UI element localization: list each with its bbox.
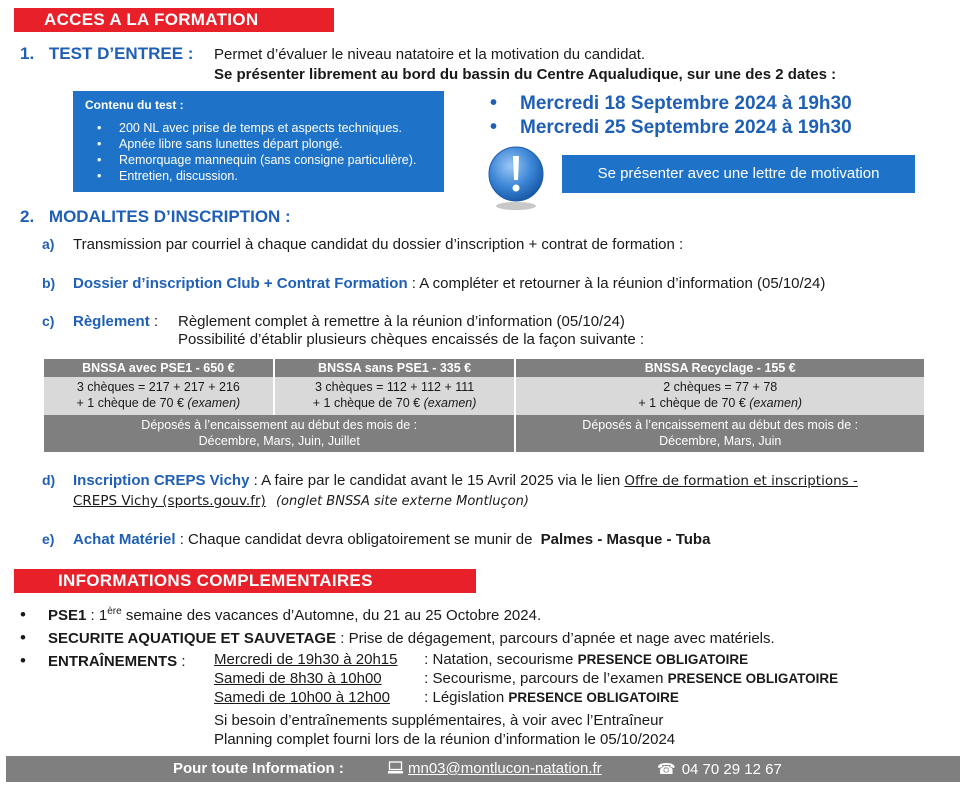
table-cell bbox=[274, 377, 516, 415]
test-date-2: • Mercredi 25 Septembre 2024 à 19h30 bbox=[490, 116, 852, 138]
item-letter: e) bbox=[42, 531, 55, 547]
info-label: ENTRAÎNEMENTS bbox=[48, 653, 178, 670]
training-activity: : Secourisme, parcours de l’examen bbox=[420, 670, 668, 687]
test-number: 1. bbox=[20, 44, 35, 63]
modalites-item-d bbox=[42, 472, 858, 489]
test-content-title: Contenu du test : bbox=[85, 98, 184, 112]
table-cell bbox=[515, 415, 925, 452]
item-label: Achat Matériel bbox=[73, 531, 176, 548]
item-sep: : bbox=[149, 313, 163, 330]
deposit-line: Déposés à l’encaissement au début des mois de : bbox=[141, 418, 418, 432]
motivation-letter-banner: Se présenter avec une lettre de motivation bbox=[562, 155, 915, 193]
list-item: • 200 NL avec prise de temps et aspects techniques. bbox=[97, 120, 432, 136]
computer-icon bbox=[388, 761, 403, 774]
cheque-note: (examen) bbox=[187, 396, 241, 410]
equipment-item: Tuba bbox=[675, 531, 711, 548]
info-pse1 bbox=[20, 605, 541, 625]
item-text: : Chaque candidat devra obligatoirement se munir de bbox=[175, 531, 537, 548]
modalites-item-a bbox=[42, 236, 683, 253]
training-row bbox=[214, 651, 748, 668]
training-row bbox=[214, 689, 679, 706]
table-row bbox=[44, 415, 925, 452]
test-title: TEST D’ENTREE : bbox=[48, 44, 194, 63]
payment-table bbox=[44, 359, 926, 452]
training-time: Samedi de 8h30 à 10h00 bbox=[214, 670, 382, 687]
equipment-sep: - bbox=[593, 531, 607, 548]
cheque-line bbox=[44, 395, 273, 411]
item-letter: d) bbox=[42, 472, 56, 488]
exclamation-circle-icon bbox=[487, 142, 545, 212]
item-text: Transmission par courriel à chaque candidat du dossier d’inscription + contrat de formation : bbox=[73, 236, 684, 253]
table-header: BNSSA Recyclage - 155 € bbox=[515, 359, 925, 377]
test-instruction: Se présenter librement au bord du bassin du Centre Aqualudique, sur une des 2 dates : bbox=[214, 66, 837, 83]
equipment-item: Palmes bbox=[540, 531, 594, 548]
equipment-item: Masque bbox=[606, 531, 663, 548]
telephone-icon: ☎ bbox=[657, 760, 676, 778]
cheque-note: (examen) bbox=[749, 396, 803, 410]
cheque-line: 3 chèques = 112 + 112 + 111 bbox=[314, 380, 475, 394]
info-securite bbox=[20, 628, 775, 648]
info-text: : 1 bbox=[86, 607, 108, 624]
reglement-line-1: Règlement complet à remettre à la réunion d’information (05/10/24) bbox=[178, 313, 625, 330]
table-header: BNSSA sans PSE1 - 335 € bbox=[274, 359, 516, 377]
bullet: • bbox=[20, 605, 26, 624]
test-description: Permet d’évaluer le niveau natatoire et la motivation du candidat. bbox=[214, 46, 646, 63]
info-text: semaine des vacances d’Automne, du 21 au 25 Octobre 2024. bbox=[121, 607, 542, 624]
creps-link-line-2 bbox=[73, 492, 529, 509]
modalites-heading bbox=[20, 207, 291, 227]
table-header: BNSSA avec PSE1 - 650 € bbox=[44, 359, 274, 377]
item-label: Règlement bbox=[73, 313, 150, 330]
cheque-note: (examen) bbox=[423, 396, 477, 410]
training-time: Mercredi de 19h30 à 20h15 bbox=[214, 651, 398, 668]
item-sep: : bbox=[407, 275, 420, 292]
table-cell bbox=[515, 377, 925, 415]
creps-note: (onglet BNSSA site externe Montluçon) bbox=[275, 494, 529, 509]
date-text: Mercredi 18 Septembre 2024 à 19h30 bbox=[520, 93, 852, 114]
training-flag: PRESENCE OBLIGATOIRE bbox=[508, 690, 679, 705]
bullet: • bbox=[20, 628, 26, 647]
item-letter: a) bbox=[42, 236, 55, 252]
training-note-1: Si besoin d’entraînements supplémentaires, à voir avec l’Entraîneur bbox=[214, 712, 664, 729]
training-note-2: Planning complet fourni lors de la réunion d’information le 05/10/2024 bbox=[214, 731, 676, 748]
cheque-amount: + 1 chèque de 70 € bbox=[76, 396, 184, 410]
info-text: : Prise de dégagement, parcours d’apnée et nage avec matériels. bbox=[336, 630, 775, 647]
cheque-line: 3 chèques = 217 + 217 + 216 bbox=[76, 380, 240, 394]
equipment-sep: - bbox=[662, 531, 676, 548]
creps-link[interactable]: Offre de formation et inscriptions - bbox=[624, 473, 858, 489]
footer-label: Pour toute Information : bbox=[173, 760, 344, 777]
section-banner-infos: INFORMATIONS COMPLEMENTAIRES bbox=[14, 569, 476, 593]
deposit-line: Déposés à l’encaissement au début des mois de : bbox=[582, 418, 859, 432]
modalites-number: 2. bbox=[20, 207, 35, 226]
deposit-months: Décembre, Mars, Juin bbox=[659, 434, 782, 448]
training-flag: PRESENCE OBLIGATOIRE bbox=[667, 671, 839, 686]
training-activity: : Natation, secourisme bbox=[420, 651, 578, 668]
table-cell bbox=[44, 377, 274, 415]
table-row bbox=[44, 377, 925, 415]
cheque-line: 2 chèques = 77 + 78 bbox=[663, 380, 778, 394]
item-letter: c) bbox=[42, 313, 55, 329]
training-flag: PRESENCE OBLIGATOIRE bbox=[577, 652, 749, 667]
modalites-item-e bbox=[42, 531, 710, 548]
table-header-row bbox=[44, 359, 925, 377]
info-entrainements bbox=[20, 651, 190, 671]
modalites-item-c bbox=[42, 313, 162, 330]
item-letter: b) bbox=[42, 275, 56, 291]
training-time: Samedi de 10h00 à 12h00 bbox=[214, 689, 390, 706]
test-content-list bbox=[85, 120, 432, 184]
section-banner-acces: ACCES A LA FORMATION bbox=[14, 8, 334, 32]
footer-bar bbox=[6, 756, 960, 782]
item-text: : A faire par le candidat avant le 15 Avril 2025 via le lien bbox=[249, 472, 625, 489]
test-heading bbox=[20, 44, 193, 64]
table-cell bbox=[44, 415, 515, 452]
info-sup: ère bbox=[107, 606, 122, 617]
info-label: SECURITE AQUATIQUE ET SAUVETAGE bbox=[48, 630, 337, 647]
email-link[interactable]: mn03@montlucon-natation.fr bbox=[408, 760, 602, 777]
date-text: Mercredi 25 Septembre 2024 à 19h30 bbox=[520, 117, 852, 138]
training-row bbox=[214, 670, 838, 687]
cheque-amount: + 1 chèque de 70 € bbox=[312, 396, 421, 410]
modalites-item-b bbox=[42, 275, 825, 292]
modalites-title: MODALITES D’INSCRIPTION : bbox=[48, 207, 291, 226]
list-item: • Remorquage mannequin (sans consigne particulière). bbox=[97, 152, 432, 168]
footer-phone bbox=[657, 756, 782, 783]
item-label: Inscription CREPS Vichy bbox=[73, 472, 250, 489]
phone-number: 04 70 29 12 67 bbox=[681, 761, 782, 778]
creps-link[interactable]: CREPS Vichy (sports.gouv.fr) bbox=[73, 493, 266, 509]
bullet: • bbox=[20, 651, 26, 670]
test-content-box bbox=[73, 91, 444, 192]
cheque-line bbox=[516, 395, 924, 411]
training-activity: : Législation bbox=[420, 689, 509, 706]
footer-email bbox=[388, 756, 602, 782]
cheque-amount: + 1 chèque de 70 € bbox=[638, 396, 746, 410]
cheque-line bbox=[275, 395, 515, 411]
test-date-1: • Mercredi 18 Septembre 2024 à 19h30 bbox=[490, 92, 852, 114]
deposit-months: Décembre, Mars, Juin, Juillet bbox=[198, 434, 360, 448]
info-label: PSE1 bbox=[48, 607, 87, 624]
info-sep: : bbox=[177, 653, 190, 670]
reglement-line-2: Possibilité d’établir plusieurs chèques encaissés de la façon suivante : bbox=[178, 331, 645, 348]
item-text: A compléter et retourner à la réunion d’information (05/10/24) bbox=[419, 275, 826, 292]
list-item: • Apnée libre sans lunettes départ plongé. bbox=[97, 136, 432, 152]
list-item: • Entretien, discussion. bbox=[97, 168, 432, 184]
item-label: Dossier d’inscription Club + Contrat Formation bbox=[73, 275, 408, 292]
